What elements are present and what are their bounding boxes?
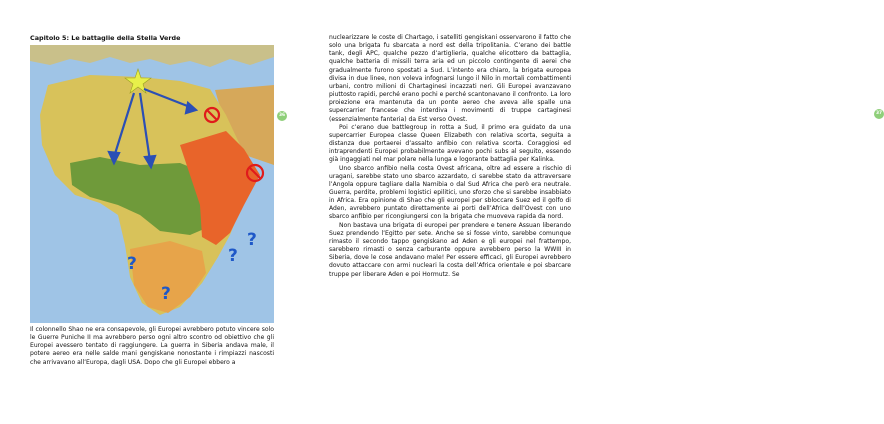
question-mark-4: ? (228, 246, 238, 266)
left-paragraph: Il colonnello Shao ne era consapevole, gli Europei avrebbero potuto vincere solo le Guerre Puniche II ma avrebbero perso ogni altro scontro od obiettivo che gli Europei avessero tentato di raggiungere. La guerra in Siberia andava male, il potere aereo era nelle salde mani gengiskane nonostante i rimpiazzi nascosti che arrivavano all’Europa, dagli USA. Dopo che gli Europei ebbero a (30, 326, 274, 366)
question-mark-3: ? (247, 230, 257, 250)
page-number-right: 37 (874, 109, 884, 119)
africa-map (30, 45, 274, 323)
right-paragraph-3: Uno sbarco anfibio nella costa Ovest africana, oltre ad essere a rischio di uragani, sarebbe stato uno sbarco azzardato, ci sarebbe stato da attraversare l’Angola oppure tagliare dalla Namibia o dal Sud Africa che però era neutrale. Guerra, perdite, problemi logistici epilitici, uno sforzo che si sarebbe insabbiato in Africa. Era opinione di Shao che gli europei per sbloccare Suez ed il golfo di Aden, avrebbero puntato direttamente ai porti dell’Africa dell’Ovest con uno sbarco anfibio per ricongiungersi con la brigata che muoveva rapida da nord. (329, 164, 571, 221)
question-mark-2: ? (161, 284, 171, 304)
right-paragraph-1: nuclearizzare le coste di Chartago, i satelliti gengiskani osservarono il fatto che solo una brigata fu sbarcata a nord est della tripolitania. C’erano dei battle tank, degli APC, qualche pezzo d’artiglieria, qualche elicottero da battaglia, qualche batteria di missili terra aria ed un piccolo contingente di aerei che gradualmente furono spostati a Sud. L’intento era chiaro, la brigata europea divisa in due linee, non voleva infognarsi lungo il Nilo in mortali combattimenti urbani, contro milioni di Chartaginesi incazzati neri. Gli Europei avanzavano piuttosto rapidi, perché erano pochi e perché scantonavano il confronto. La loro proiezione era mantenuta da un ponte aereo che aveva alle spalle una supercarrier francese che interdiva i movimenti di truppe cartaginesi (essenzialmente fanteria) da Est verso Ovest. (329, 34, 571, 123)
question-mark-1: ? (127, 254, 137, 274)
left-page (0, 0, 300, 424)
right-paragraph-4: Non bastava una brigata di europei per prendere e tenere Assuan liberando Suez prendendo l’Egitto per sete. Anche se si fosse vinto, sarebbe comunque rimasto il secondo tappo gengiskano ad Aden e gli europei nel frattempo, sarebbero rimasti o senza carburante oppure avrebbero perso la WWIII in Siberia, dove le cose andavano male! Per essere efficaci, gli Europei avrebbero dovuto attaccare con armi nucleari la costa dell’Africa orientale e poi sbarcare truppe per liberare Aden e poi Hormutz. Se (329, 221, 571, 278)
right-text-column (329, 34, 571, 279)
right-paragraph-2: Poi c’erano due battlegroup in rotta a Sud, il primo era guidato da una supercarrier Europea classe Queen Elizabeth con relativa scorta, seguita a distanza due portaerei d’assalto anfibio con relativa scorta. Coraggiosi ed intraprendenti Europei probabilmente avevano pochi subs al seguito, essendo già ingaggiati nel mar polare nella lunga e logorante battaglia per Kalinka. (329, 123, 571, 164)
chapter-title: Capitolo 5: Le battaglie della Stella Verde (30, 34, 181, 42)
page-number-left: 36 (277, 111, 287, 121)
